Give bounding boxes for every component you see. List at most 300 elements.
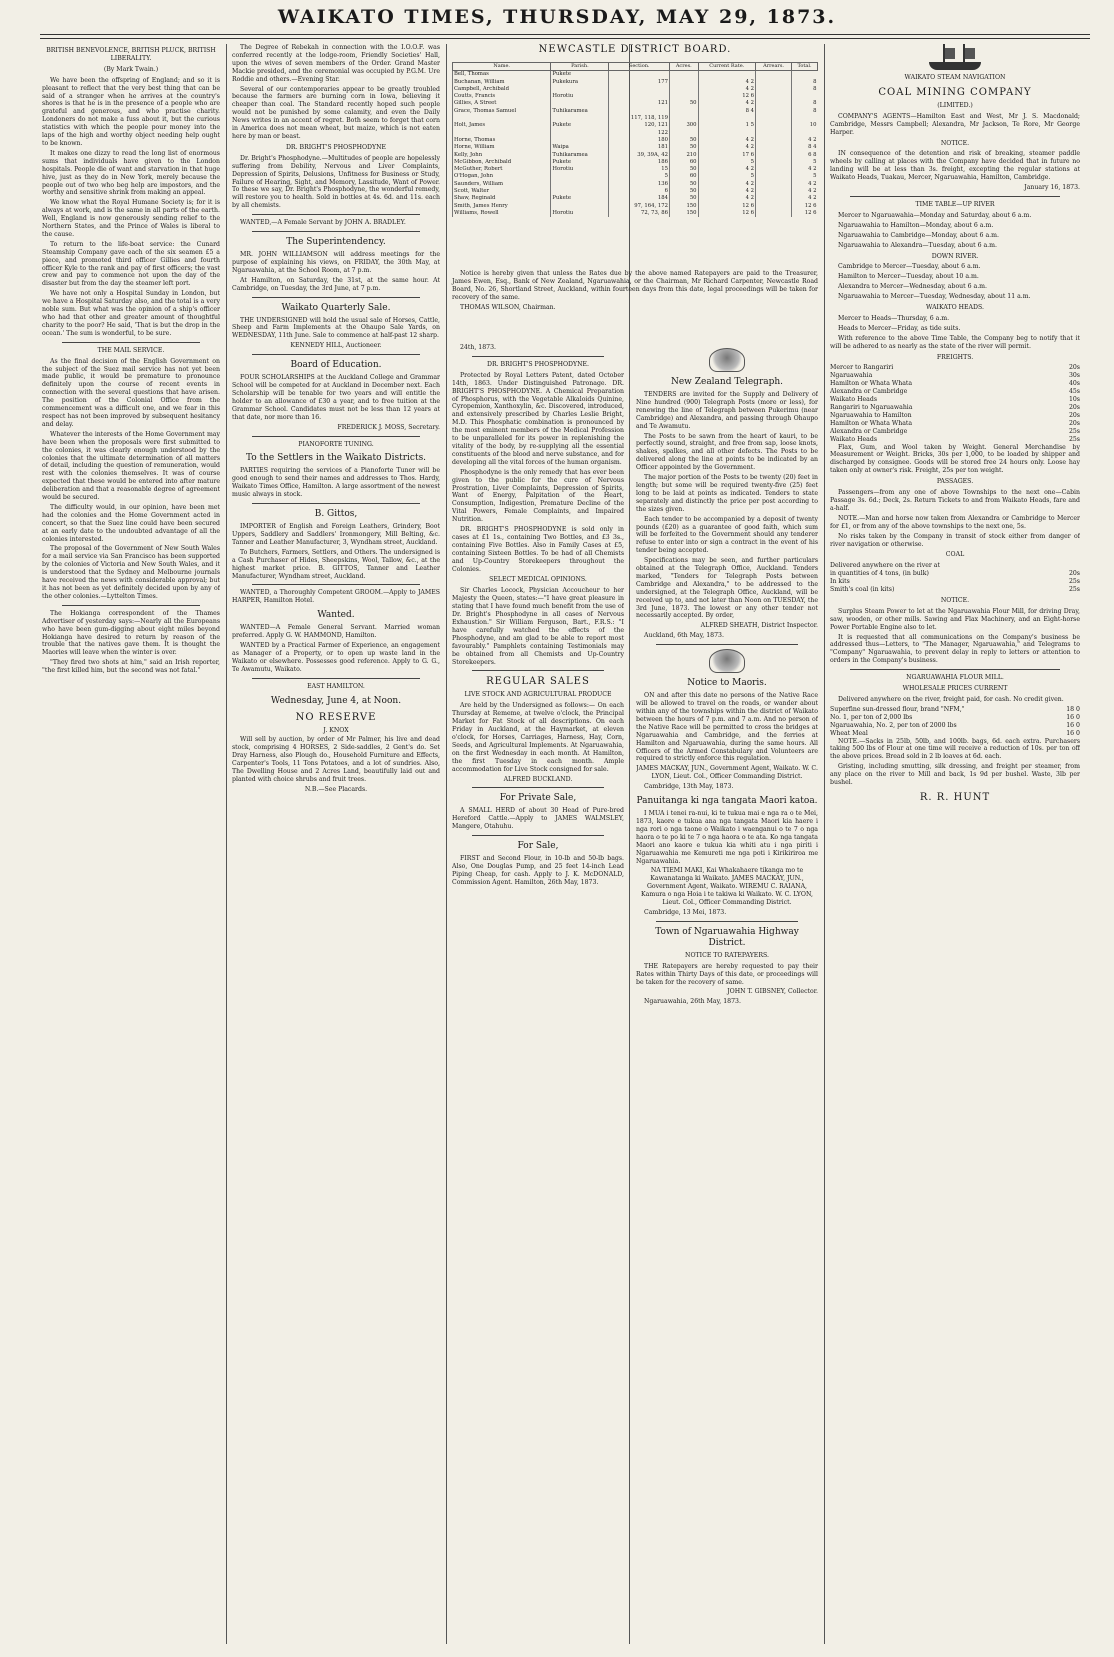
rates-cell: [609, 71, 670, 79]
maori-notice-title: Notice to Maoris.: [687, 678, 767, 689]
regular-sales-paragraph: Are held by the Undersigned as follows:— On each Thursday at Rememe, at twelve o'clock, the Principal Market for Fat Stock of all descriptions. On each Friday in Auckland, at the Haymarket, at eleven o'clock, for Horses, Carriages, Harness, Hay, Corn, Seeds, and Agricultural Implements. At Ngaruawahia, on the first Wednesday in each month. At Hamilton, the first Tuesday in each month. Ample accommodation for Live Stock consigned for sale.: [452, 702, 624, 773]
maori-notice-paragraph: ON and after this date no persons of the Native Race will be allowed to travel on the roads, or wander about within any of the townships within the district of Waikato between the hours of 7 p.m. and 7 a.m. And no person of the Native Race will be permitted to cross the bridges at Ngaruawahia and Cambridge, and the ferries at Hamilton and Ngaruawahia, during the same hours. All Officers of the Armed Constabulary and Volunteers are required to strictly enforce this regulation.: [636, 692, 818, 763]
divider: [472, 787, 604, 788]
rates-cell: Campbell, Archibald: [453, 86, 551, 93]
panui-signature: NA TIEMI MAKI, Kai Whakahaere tikanga mo te Kawanatanga ki Waikato. JAMES MACKAY, JUN., Government Agent, Waikato. WIREMU C. RAIANA, Kamura o nga Hoia i te takiwa ki Waikato. W. C. LYON, Lieut. Col., Officer Commanding District.: [641, 867, 813, 907]
price-item: In kits: [830, 578, 850, 586]
rates-cell: [756, 188, 792, 195]
rates-row: [453, 86, 818, 93]
rates-cell: Horotiu: [551, 166, 609, 173]
price-item: Mercer to Rangariri: [830, 364, 894, 372]
rates-cell: [756, 79, 792, 86]
rates-cell: 5: [792, 159, 818, 166]
divider: [850, 196, 1060, 197]
timetable-line: Cambridge to Mercer—Tuesday, about 6 a.m.: [838, 263, 981, 271]
article-paragraph: To return to the life-boat service: the Cunard Steamship Company gave each of the six seamen £5 a piece, and promoted third officer Gillies and fourth officer Kyle to the rank and pay of first officers; the vast crew and pay to commence not upon the day of the disaster but from the day the steamer left port.: [42, 240, 220, 288]
rates-cell: [792, 93, 818, 100]
divider: [472, 670, 604, 671]
rates-row: [453, 166, 818, 173]
private-sale-paragraph: A SMALL HERD of about 30 Head of Pure-bred Hereford Cattle.—Apply to JAMES WALMSLEY, Mangere, Otahuhu.: [452, 807, 624, 831]
rates-cell: 8 4: [792, 144, 818, 151]
article-paragraph: We have been the offspring of England; and so it is pleasant to reflect that the very best thing that can be said of a stranger when he arrives at the country's shores is that he is in the presence of a people who are grateful and generous, and who practise charity. Londoners do not make a fuss about it, but the curious statistics with which the people pour money into the laps of the high and worthy object needing help ought to be known.: [42, 76, 220, 147]
divider: [252, 214, 420, 215]
rates-row: [453, 188, 818, 195]
rates-cell: 181: [609, 144, 670, 151]
rates-cell: [551, 86, 609, 93]
rates-row: [453, 144, 818, 151]
rates-cell: 4 2: [792, 166, 818, 173]
price-item: Alexandra or Cambridge: [830, 388, 908, 396]
rates-cell: [756, 100, 792, 107]
rates-row: [453, 181, 818, 188]
rates-cell: Horne, Thomas: [453, 137, 551, 144]
rates-row: [453, 210, 818, 217]
price-value: 18 0: [1066, 705, 1080, 713]
communications-paragraph: It is requested that all communications on the Company's business be addressed thus—Letters, to "The Manager, Ngaruawahia," and Telegrams to "Company" Ngaruawahia, to prevent delay in reply to letters or attention to orders in the Company's business.: [830, 633, 1080, 665]
rates-cell: [756, 115, 792, 122]
rates-cell: [669, 86, 698, 93]
steamship-icon: [929, 44, 981, 70]
rates-cell: 15: [609, 166, 670, 173]
rates-cell: 50: [669, 188, 698, 195]
rates-cell: 12 6: [698, 93, 755, 100]
panui-title: Panuitanga ki nga tangata Maori katoa.: [636, 796, 818, 807]
rates-cell: 50: [669, 166, 698, 173]
rates-cell: 4 2: [698, 86, 755, 93]
rates-cell: [609, 93, 670, 100]
rates-cell: 4 2: [698, 144, 755, 151]
col-header: Acres.: [669, 63, 698, 71]
auction-no-reserve: NO RESERVE: [295, 711, 377, 723]
wanted-title: Wanted.: [317, 610, 355, 621]
board-notice: Notice is hereby given that unless the Rates due by the above named Ratepayers are paid to the Treasurer, James Ewen, Esq., Bank of New Zealand, Ngaruawahia, or the Chairman, Mr Richard Carpenter, Newcastle Road Board, No. 26, Shortland Street, Auckland, within fourteen days from this date, legal proceedings will be taken for recovery of the same.: [452, 270, 818, 301]
rates-cell: [669, 71, 698, 79]
price-value: 16 0: [1066, 721, 1080, 729]
timetable-line: Heads to Mercer—Friday, as tide suits.: [838, 324, 961, 332]
timetable-line: Ngaruawahia to Alexandra—Tuesday, about 6 a.m.: [838, 241, 997, 249]
rates-cell: [756, 122, 792, 129]
highway-subtitle: NOTICE TO RATEPAYERS.: [685, 951, 769, 959]
private-sale-title: For Private Sale,: [499, 793, 577, 804]
rates-cell: 4 2: [792, 188, 818, 195]
price-row: [830, 364, 1080, 372]
news-item: "They fired two shots at him," said an Irish reporter, "the first killed him, but the second was not fatal.": [42, 659, 220, 675]
rates-cell: 5: [698, 173, 755, 180]
rates-cell: 4 2: [698, 188, 755, 195]
rates-cell: 4 2: [792, 137, 818, 144]
rates-cell: 177: [609, 79, 670, 86]
price-item: Wheat Meal: [830, 729, 868, 737]
rates-cell: 122: [609, 130, 670, 137]
price-value: 20s: [1068, 570, 1080, 578]
rates-row: [453, 195, 818, 202]
rates-cell: 8: [792, 100, 818, 107]
rates-cell: Waipa: [551, 144, 609, 151]
rates-cell: Horne, William: [453, 144, 551, 151]
rates-cell: [609, 86, 670, 93]
rates-cell: [669, 79, 698, 86]
rates-cell: [756, 166, 792, 173]
price-row: [830, 388, 1080, 396]
rates-cell: [756, 93, 792, 100]
price-item: Ngaruawahia to Hamilton: [830, 411, 912, 419]
divider: [252, 584, 420, 585]
royal-crest-icon: [709, 649, 745, 673]
rates-cell: [792, 115, 818, 122]
rates-cell: 6: [609, 188, 670, 195]
rates-cell: [551, 173, 609, 180]
price-row: [830, 570, 1080, 578]
rates-cell: [756, 144, 792, 151]
telegraph-paragraph: The major portion of the Posts to be twenty (20) feet in length; but some will be required twenty-five (25) feet long to be laid at points as indicated. Tenders to state separately and distinctly the price per post according to the sizes given.: [636, 474, 818, 513]
piano-title: PIANOFORTE TUNING.: [298, 440, 374, 448]
column-2: [232, 44, 440, 1644]
rates-cell: 39, 39A, 42: [609, 152, 670, 159]
divider: [252, 436, 420, 437]
rates-row: [453, 130, 818, 137]
highway-date: Ngaruawahia, 26th May, 1873.: [644, 998, 741, 1006]
price-value: 16 0: [1066, 729, 1080, 737]
education-signature: FREDERICK J. MOSS, Secretary.: [337, 423, 440, 431]
timetable-line: Alexandra to Mercer—Wednesday, about 6 a.m.: [838, 283, 988, 291]
rates-cell: 8 4: [698, 108, 755, 115]
passages-paragraph: NOTE.—Man and horse now taken from Alexandra or Cambridge to Mercer for £1, or from any of the above townships to the next one, 5s.: [830, 514, 1080, 530]
column-3: [452, 344, 624, 1644]
passages-paragraph: Passengers—from any one of above Townships to the next one—Cabin Passage 3s. 6d.; Deck, 2s. Return Tickets to and from Waikato Heads, fare and a-half.: [830, 489, 1080, 512]
price-value: 20s: [1068, 411, 1080, 419]
superintendency-paragraph: MR. JOHN WILLIAMSON will address meetings for the purpose of explaining his views, on FRIDAY, the 30th May, at Ngaruawahia, at the School Room, at 7 p.m.: [232, 251, 440, 274]
rates-cell: 12 6: [792, 203, 818, 210]
timetable-line: Mercer to Heads—Thursday, 6 a.m.: [838, 314, 950, 322]
rates-cell: Pukete: [551, 195, 609, 202]
column-1: [42, 44, 220, 1644]
rates-cell: 97, 164, 172: [609, 203, 670, 210]
rates-cell: 12 6: [698, 203, 755, 210]
superintendency-title: The Superintendency.: [286, 237, 386, 248]
masthead-rule-2: [40, 38, 1090, 39]
wholesale-paragraph: Delivered anywhere on the river, freight paid, for cash. No credit given.: [838, 696, 1064, 703]
rates-cell: Tuhikaramea: [551, 108, 609, 115]
price-value: 40s: [1068, 380, 1080, 388]
rates-row: [453, 79, 818, 86]
price-row: [830, 380, 1080, 388]
mail-paragraph: As the final decision of the English Government on the subject of the Suez mail service has not yet been made public, it would be premature to pronounce definitely upon the course of recent events in connection with the several questions that have arisen. The position of the Colonial Office from the commencement was a difficult one, and we fear in this respect has not been improved by subsequent hesitancy and delay.: [42, 357, 220, 428]
rates-cell: [551, 115, 609, 122]
rates-cell: Coutts, Francis: [453, 93, 551, 100]
rates-row: [453, 159, 818, 166]
price-row: [830, 404, 1080, 412]
limited-label: (LIMITED.): [937, 101, 973, 109]
rates-cell: Williams, Rowell: [453, 210, 551, 217]
regular-sales-signature: ALFRED BUCKLAND.: [503, 775, 573, 783]
footer-signature: R. R. HUNT: [919, 791, 991, 803]
rates-row: [453, 100, 818, 107]
rates-header-row: [453, 63, 818, 71]
rates-cell: 10: [792, 122, 818, 129]
article-paragraph: It makes one dizzy to read the long list of enormous sums that individuals have given to the London hospitals. People die of want and starvation in that huge hive, just as they do in New York, merely because the people out of two who beg help are impostors, and the worthy and sensitive shrink from making an appeal.: [42, 149, 220, 197]
price-value: 20s: [1068, 364, 1080, 372]
rates-row: [453, 152, 818, 159]
rates-row: [453, 71, 818, 79]
article-paragraph: We know what the Royal Humane Society is; for it is always at work, and is the same in all parts of the earth. Well, England is now generously sending relief to the Northern States, and the Prince of Wales is liberal to the cause.: [42, 199, 220, 238]
rates-cell: 60: [669, 173, 698, 180]
rates-cell: 5: [698, 159, 755, 166]
panui-date: Cambridge, 13 Mei, 1873.: [644, 908, 727, 916]
rates-cell: [792, 130, 818, 137]
price-value: 10s: [1068, 396, 1080, 404]
rates-cell: 17 6: [698, 152, 755, 159]
price-value: 25s: [1068, 578, 1080, 586]
timetable-line: Hamilton to Mercer—Tuesday, about 10 a.m.: [838, 273, 979, 281]
rates-cell: Horotiu: [551, 210, 609, 217]
price-item: in quantities of 4 tons, (in bulk): [830, 570, 929, 578]
timetable-line: Ngaruawahia to Cambridge—Monday, about 6 a.m.: [838, 231, 999, 239]
divider: [850, 669, 1060, 670]
divider: [252, 678, 420, 679]
rates-cell: 4 2: [698, 100, 755, 107]
auction-title: EAST HAMILTON.: [307, 682, 365, 690]
timetable-line: Ngaruawahia to Hamilton—Monday, about 6 a.m.: [838, 221, 994, 229]
agents-paragraph: COMPANY'S AGENTS—Hamilton East and West, Mr J. S. Macdonald; Cambridge, Messrs Campbell; Alexandra, Mr Jackson, Te Rore, Mr George Harper.: [830, 112, 1080, 136]
rates-cell: [756, 181, 792, 188]
rates-cell: [609, 108, 670, 115]
news-item: The Hokianga correspondent of the Thames Advertiser of yesterday says:—Nearly all the Europeans who have been gum-digging about eight miles beyond Hokianga have desired to return by reason of the trouble that the natives gave them. It is thought the Maories will leave when the winter is over.: [42, 609, 220, 657]
telegraph-title: New Zealand Telegraph.: [670, 377, 784, 387]
board-notice-block: [452, 270, 818, 314]
auctioneer-name: J. KNOX: [323, 726, 349, 734]
price-value: 45s: [1068, 388, 1080, 396]
price-row: [830, 372, 1080, 380]
col-header: Section.: [609, 63, 670, 71]
rates-cell: 4 2: [698, 79, 755, 86]
divider: [656, 644, 798, 645]
wanted-ad: WANTED—A Female General Servant. Married woman preferred. Apply G. W. HAMMOND, Hamilton.: [232, 624, 440, 640]
price-item: Hamilton or Whata Whata: [830, 419, 913, 427]
royal-crest-icon: [709, 348, 745, 372]
wholesale-title: WHOLESALE PRICES CURRENT: [902, 685, 1008, 693]
gittos-paragraph: IMPORTER of English and Foreign Leathers, Grindery, Boot Uppers, Saddlery and Saddlers' Ironmongery, Mill Belting, &c. Tanner and Leather Manufacturer, 3, Wyndham street, Auckland.: [232, 523, 440, 546]
rates-cell: McGibbon, Archibald: [453, 159, 551, 166]
rates-cell: [698, 71, 755, 79]
lodge-paragraph: The Degree of Rebekah in connection with the I.O.O.F. was conferred recently at the lodge-room, Friendly Societies' Hall, upon the wives of seven members of the Order. Grand Master Mackie presided, and the ceremonial was occupied by P.G.M. Ure Roddie and others.—Evening Star.: [232, 44, 440, 83]
price-item: Hamilton or Whata Whata: [830, 380, 913, 388]
rates-cell: 8: [792, 108, 818, 115]
divider: [252, 354, 420, 355]
rates-cell: [551, 188, 609, 195]
flour-mill-title: NGARUAWAHIA FLOUR MILL.: [906, 674, 1004, 682]
rates-cell: [756, 195, 792, 202]
rates-cell: 4 2: [698, 195, 755, 202]
rates-cell: [756, 71, 792, 79]
price-item: No. 1, per ton of 2,000 lbs: [830, 713, 913, 721]
rates-cell: 150: [669, 203, 698, 210]
price-row: [830, 714, 1080, 722]
rates-cell: [669, 115, 698, 122]
rates-cell: [756, 152, 792, 159]
divider: [656, 921, 798, 922]
notice-paragraph: IN consequence of the detention and risk of breaking, steamer paddle wheels by calling at places with the Company have decided that in future no landing will be at less than 3s. freight, excepting the regular stations at Waikato Heads, Tuakau, Mercer, Ngaruawahia, Hamilton, Cambridge.: [830, 150, 1080, 182]
rates-cell: Grace, Thomas Samuel: [453, 108, 551, 115]
masthead: WAIKATO TIMES, THURSDAY, MAY 29, 1873.: [277, 6, 837, 28]
auction-date: Wednesday, June 4, at Noon.: [270, 695, 402, 706]
panui-paragraph: I MUA i tenei ra-nui, ki te tukua mai e nga ra o te Mei, 1873, kaore e tukua ana nga tangata Maori kia haere i nga rori o nga taone o Waikato i waenganui o te 7 o nga haora o te po ki te 7 o nga haora o te ata. Ko nga tangata Maori ano kaore e tukua kia whiti atu i nga piriti i Ngaruawahia me Kemureti me nga poti i Kirikiriroa me Ngaruawahia.: [636, 810, 818, 865]
rates-cell: 300: [669, 122, 698, 129]
price-value: 25s: [1068, 427, 1080, 435]
price-row: [830, 706, 1080, 714]
rates-row: [453, 108, 818, 115]
coal-notice-title: NOTICE.: [940, 596, 970, 604]
gittos-paragraph: To Butchers, Farmers, Settlers, and Others. The undersigned is a Cash Purchaser of Hides, Sheepskins, Wool, Tallow, &c., at the highest market price. B. GITTOS, Tanner and Leather Manufacturer, Wyndham street, Auckland.: [232, 548, 440, 580]
rates-cell: [756, 108, 792, 115]
rates-cell: 150: [669, 210, 698, 217]
rates-cell: 136: [609, 181, 670, 188]
column-divider: [226, 44, 227, 1644]
rates-cell: [453, 130, 551, 137]
rates-row: [453, 122, 818, 129]
rates-cell: [551, 130, 609, 137]
rates-cell: 186: [609, 159, 670, 166]
rates-cell: Horotiu: [551, 93, 609, 100]
price-row: [830, 412, 1080, 420]
divider: [252, 297, 420, 298]
rates-cell: 5: [609, 173, 670, 180]
column-divider: [824, 44, 825, 1644]
rates-cell: 117, 118, 119: [609, 115, 670, 122]
divider: [252, 231, 420, 232]
mail-title: THE MAIL SERVICE.: [97, 346, 165, 354]
price-row: [830, 396, 1080, 404]
article-byline: (By Mark Twain.): [103, 65, 159, 73]
rates-cell: [551, 137, 609, 144]
prices-list: [830, 706, 1080, 738]
price-row: [830, 730, 1080, 738]
phosphodyne-title: DR. BRIGHT'S PHOSPHODYNE: [285, 143, 387, 151]
price-value: 25s: [1068, 586, 1080, 594]
prices-paragraph: NOTE.—Sacks in 25lb, 50lb, and 100lb. bags, 6d. each extra. Purchasers taking 500 lbs of Flour at one time will receive a reduction of 10s. per ton off the above prices. Bread sold in 2 lb loaves at 6d. each.: [830, 737, 1080, 761]
passages-title: PASSAGES.: [936, 478, 974, 486]
col-header: Arrears.: [756, 63, 792, 71]
rates-cell: Pukete: [551, 71, 609, 79]
phosphodyne-paragraph: DR. BRIGHT'S PHOSPHODYNE is sold only in cases at £1 1s., containing Two Bottles, and £3 3s., containing Five Bottles. Also in Family Cases at £5, containing Sixteen Bottles. To be had of all Chemists and Up-Country Storekeepers throughout the Colonies.: [452, 526, 624, 573]
price-row: [830, 586, 1080, 594]
price-value: 30s: [1068, 372, 1080, 380]
phosphodyne-paragraph: Phosphodyne is the only remedy that has ever been given to the public for the cure of Nervous Prostration, Liver Complaints, Depression of Spirits, Want of Energy, Palpitation of the Heart, Consumption, Indigestion, Premature Decline of the Vital Powers, Female Complaints, and Impaired Nutrition.: [452, 468, 624, 524]
price-value: 25s: [1068, 435, 1080, 443]
for-sale-title: For Sale,: [517, 841, 559, 852]
education-paragraph: FOUR SCHOLARSHIPS at the Auckland College and Grammar School will be competed for at Auckland in December next. Each Scholarship will be tenable for two years and will entitle the holder to an allowance of £30 a year, and to free tuition at the Grammar School. Candidates must not be less than 12 years at that date, nor more than 16.: [232, 374, 440, 421]
notice-date: January 16, 1873.: [1024, 184, 1080, 192]
rates-cell: 50: [669, 195, 698, 202]
article-paragraph: We have not only a Hospital Sunday in London, but we have a Hospital Saturday also, and the total is a very noble sum. But what was the opinion of a ship's officer who had that other and greater amount of thoughtful charity to the poor? He said, 'That is but the drop in the ocean.' The sum is wonderful, to be sure.: [42, 290, 220, 337]
settlers-title: To the Settlers in the Waikato Districts.: [245, 453, 427, 464]
rates-cell: [792, 71, 818, 79]
rates-cell: 5: [792, 173, 818, 180]
price-item: Smith's coal (in kits): [830, 586, 895, 594]
waikato-heads-title: WAIKATO HEADS.: [926, 304, 984, 312]
rates-cell: 1 5: [698, 122, 755, 129]
mail-paragraph: The difficulty would, in our opinion, have been met had the colonies and the Home Government acted in concert, so that the Suez line could have been secured at an early date to the undoubted advantage of all the colonies interested.: [42, 503, 220, 543]
column-4: [636, 344, 818, 1644]
col-header: Total.: [792, 63, 818, 71]
rates-row: [453, 137, 818, 144]
freights-title: FREIGHTS.: [936, 353, 974, 361]
notice-title: NOTICE.: [940, 139, 970, 147]
rates-cell: Saunders, William: [453, 181, 551, 188]
phosphodyne-paragraph: Dr. Bright's Phosphodyne.—Multitudes of people are hopelessly suffering from Debility, Nervous and Liver Complaints, Depression of Spirits, Delusions, Unfitness for Business or Study, Failure of Hearing, Sight, and Memory, Lassitude, Want of Power. To these we say, Dr. Bright's Phosphodyne, the wonderful remedy, will restore you to health. Sold in bottles at 4s. 6d. and 11s. each by all chemists.: [232, 154, 440, 210]
price-item: Delivered anywhere on the river at: [830, 562, 940, 570]
price-row: [830, 722, 1080, 730]
mail-paragraph: The proposal of the Government of New South Wales for a mail service via San Francisco has been supported by the colonies of Victoria and New South Wales, and it is understood that the Sydney and Melbourne journals have received the news with considerable approval; but it has not been as yet definitely decided upon by any of the other colonies.—Lyttelton Times.: [42, 545, 220, 600]
rates-cell: Tuhikaramea: [551, 152, 609, 159]
rates-cell: 4 2: [792, 181, 818, 188]
price-row: [830, 428, 1080, 436]
coal-company-title: COAL MINING COMPANY: [878, 86, 1032, 98]
rates-cell: [756, 203, 792, 210]
opinions-title: SELECT MEDICAL OPINIONS.: [489, 576, 587, 584]
quarterly-sale-signature: KENNEDY HILL, Auctioneer.: [290, 342, 382, 350]
rates-cell: [551, 203, 609, 210]
gristing-paragraph: Gristing, including smutting, silk dressing, and freight per steamer, from any place on the river to Mill and back, 1s 9d per bushel. Waste, 3lb per bushel.: [830, 763, 1080, 787]
board-title: NEWCASTLE DISTRICT BOARD.: [538, 44, 732, 55]
price-row: [830, 420, 1080, 428]
masthead-rule: [40, 34, 1090, 35]
wanted-ad: WANTED by a Practical Farmer of Experience, an engagement as Manager of a Property, or to open up waste land in the Waikato or elsewhere. Possesses good reference. Apply to G. G., Te Awamutu, Waikato.: [232, 642, 440, 673]
rates-cell: [756, 137, 792, 144]
auction-paragraph: Will sell by auction, by order of Mr Palmer, his live and dead stock, comprising 4 HORSES, 2 Side-saddles, 2 Gent's do. Set Dray Harness, also Plough do., Household Furniture and Effects, Carpenter's Tools, 11 Tons Potatoes, and a lot of sundries. Also, The Dwelling House and 2 Acres Land, beautifully laid out and planted with choice shrubs and fruit trees.: [232, 736, 440, 783]
rates-row: [453, 173, 818, 180]
divider: [62, 342, 200, 343]
rates-cell: 50: [669, 144, 698, 151]
rates-cell: 60: [669, 159, 698, 166]
rates-cell: Pukekura: [551, 79, 609, 86]
opinions-paragraph: Sir Charles Locock, Physician Accoucheur to her Majesty the Queen, states:—"I have great pleasure in stating that I have found much benefit from the use of Dr. Bright's Phosphodyne in all cases of Nervous Exhaustion." Sir William Ferguson, Bart., F.R.S.: "I have carefully watched the effects of the Phosphodyne, and am glad to be able to report most favourably." Pamphlets containing Testimonials may be obtained from all Chemists and Up-Country Storekeepers.: [452, 587, 624, 666]
rates-cell: [669, 130, 698, 137]
rates-cell: Smith, James Henry: [453, 203, 551, 210]
phosphodyne-paragraph: Protected by Royal Letters Patent, dated October 14th, 1863. Under Distinguished Patronage. DR. BRIGHT'S PHOSPHODYNE. A Chemical Preparation of Phosphorus, with the Vegetable Alkaloids Quinine, Cyropemion, Xanthoxylin, &c. Discovered, introduced, and extensively prescribed by Charles Leslie Bright, M.D. This Phosphatic combination is pronounced by the most eminent members of the Medical Profession to be unparalleled for its power in replenishing the vitality of the body, by re-supplying all the essential constituents of the blood and nerve substance, and for developing all the vital forces of the human organism.: [452, 371, 624, 466]
rates-table: [452, 62, 818, 217]
rates-cell: [756, 210, 792, 217]
rates-cell: 12 6: [698, 210, 755, 217]
price-item: Ngaruawahia, No. 2, per ton of 2000 lbs: [830, 721, 957, 729]
phosphodyne-title: DR. BRIGHT'S PHOSPHODYNE.: [486, 360, 590, 368]
quarterly-sale-paragraph: THE UNDERSIGNED will hold the usual sale of Horses, Cattle, Sheep and Farm Implements at the Ohaupo Sale Yards, on WEDNESDAY, 11th June. Sale to commence at half-past 12 sharp.: [232, 316, 440, 340]
timetable-title: TIME TABLE—UP RIVER: [915, 200, 995, 208]
telegraph-paragraph: Each tender to be accompanied by a deposit of twenty pounds (£20) as a guarantee of good faith, which sum will be forfeited to the Government should any tenderer refuse to enter into or sign a contract in the event of his tender being accepted.: [636, 515, 818, 555]
rates-cell: [756, 159, 792, 166]
rates-cell: Gillies, A Street: [453, 100, 551, 107]
rates-cell: 8: [792, 79, 818, 86]
column-5: [830, 44, 1080, 1644]
navigation-title: WAIKATO STEAM NAVIGATION: [904, 74, 1006, 81]
education-title: Board of Education.: [290, 360, 382, 371]
price-row: [830, 436, 1080, 444]
column-divider: [446, 44, 447, 1644]
price-item: Waikato Heads: [830, 435, 877, 443]
divider: [472, 835, 604, 836]
rates-cell: Pukete: [551, 122, 609, 129]
highway-title: Town of Ngaruawahia Highway District.: [655, 926, 799, 948]
highway-signature: JOHN T. GIBSNEY, Collector.: [727, 988, 818, 996]
for-sale-paragraph: FIRST and Second Flour, in 10-lb and 50-lb bags. Also, One Douglas Pump, and 25 feet 14-inch Lead Piping Cheap, for cash. Apply to J. K. McDONALD, Commission Agent. Hamilton, 26th May, 1873.: [452, 855, 624, 886]
rates-cell: 4 2: [792, 195, 818, 202]
price-item: Rangariri to Ngaruawahia: [830, 404, 913, 411]
highway-paragraph: THE Ratepayers are hereby requested to pay their Rates within Thirty Days of this date, or proceedings will be taken for the recovery of same.: [636, 962, 818, 986]
rates-cell: 210: [669, 152, 698, 159]
down-river-title: DOWN RIVER.: [931, 252, 979, 260]
rates-cell: McGuther, Robert: [453, 166, 551, 173]
mail-paragraph: Whatever the interests of the Home Government may have been when the proposals were first submitted to the colonies, it was clearly enough understood by the colonies that the ultimate determination of all matters of detail, including the question of remuneration, would rest with the colonies themselves. It was of course expected that these would be entered into after mature deliberation and that a reasonable degree of agreement would be secured.: [42, 430, 220, 502]
rates-cell: 121: [609, 100, 670, 107]
